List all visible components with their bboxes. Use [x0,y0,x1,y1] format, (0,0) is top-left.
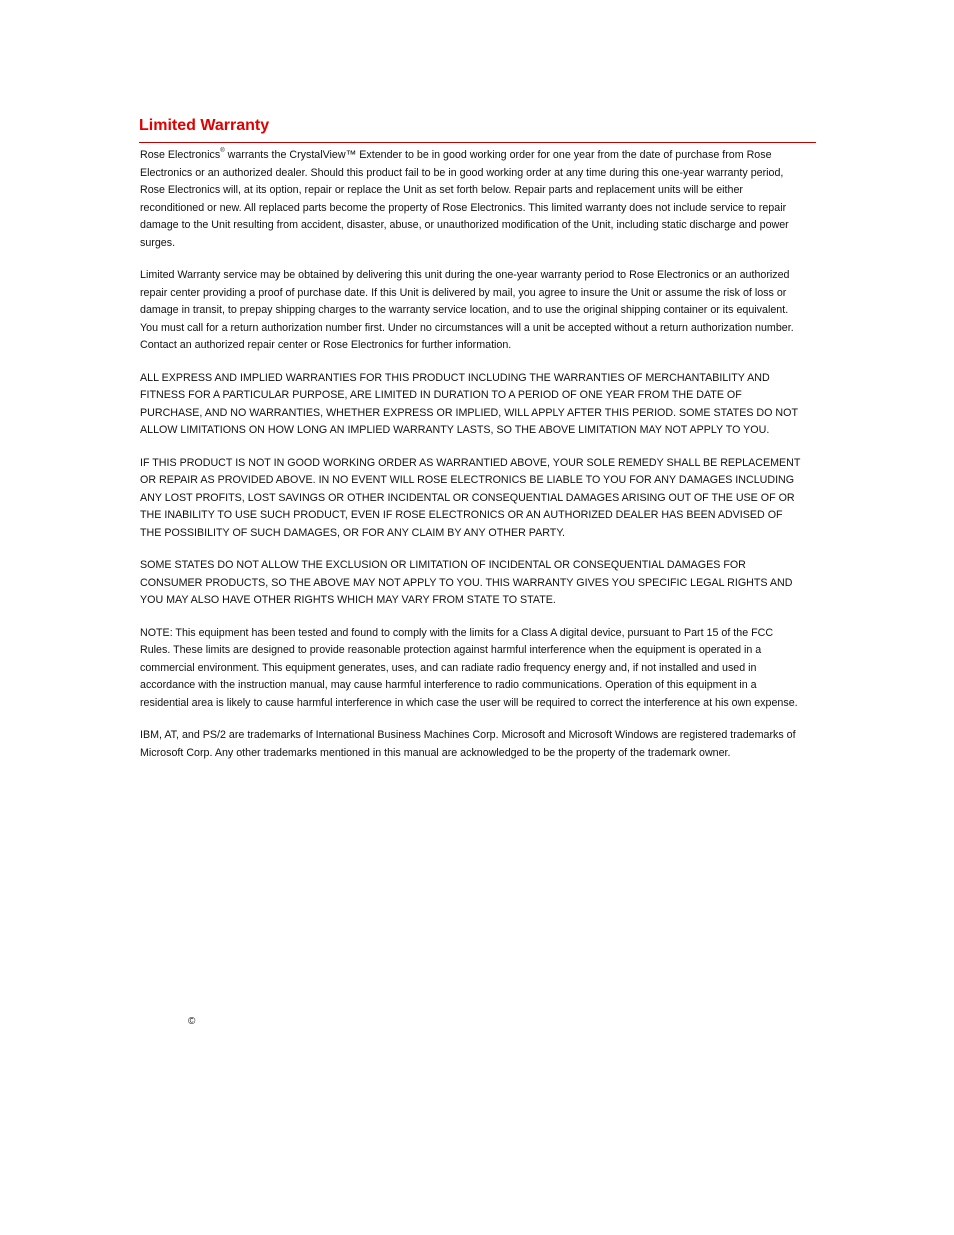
fcc-note-paragraph: NOTE: This equipment has been tested and found to comply with the limits for a Class A digital device, pursuant to Part 15 of the FCC Rules. These limits are designed to provide reasonable protection against harmful interference when the equipment is operated in a commercial environment. This equipment generates, uses, and can radiate radio frequency energy and, if not installed and used in accordance with the instruction manual, may cause harmful interference to radio communications. Operation of this equipment in a residential area is likely to cause harmful interference in which case the user will be required to correct the interference at his own expense. [140,626,798,709]
copyright-symbol: © [188,1016,196,1027]
warranty-body [140,147,806,777]
warranty-paragraph-5: SOME STATES DO NOT ALLOW THE EXCLUSION OR LIMITATION OF INCIDENTAL OR CONSEQUENTIAL DAMAGES FOR CONSUMER PRODUCTS, SO THE ABOVE MAY NOT APPLY TO YOU. THIS WARRANTY GIVES YOU SPECIFIC LEGAL RIGHTS AND YOU MAY ALSO HAVE OTHER RIGHTS WHICH MAY VARY FROM STATE TO STATE. [140,559,793,606]
registered-mark: ® [220,148,225,154]
warranty-paragraph-3: ALL EXPRESS AND IMPLIED WARRANTIES FOR THIS PRODUCT INCLUDING THE WARRANTIES OF MERCHANTABILITY AND FITNESS FOR A PARTICULAR PURPOSE, ARE LIMITED IN DURATION TO A PERIOD OF ONE YEAR FROM THE DATE OF PURCHASE, AND NO WARRANTIES, WHETHER EXPRESS OR IMPLIED, WILL APPLY AFTER THIS PERIOD. SOME STATES DO NOT ALLOW LIMITATIONS ON HOW LONG AN IMPLIED WARRANTY LASTS, SO THE ABOVE LIMITATION MAY NOT APPLY TO YOU. [140,371,798,436]
section-title: Limited Warranty [139,117,270,134]
warranty-paragraph-1-text: warrants the CrystalView™ Extender to be in good working order for one year from the date of purchase from Rose Electronics or an authorized dealer. Should this product fail to be in good working order at any time during this one-year warranty period, Rose Electronics will, at its option, repair or replace the Unit as set forth below. Repair parts and replacement units will be either reconditioned or new. All replaced parts become the property of Rose Electronics. This limited warranty does not include service to repair damage to the Unit resulting from accident, disaster, abuse, or unauthorized modification of the Unit, including static discharge and power surges. [140,149,789,249]
warranty-paragraph-1 [140,147,806,252]
trademarks-paragraph: IBM, AT, and PS/2 are trademarks of International Business Machines Corp. Microsoft and Microsoft Windows are registered trademarks of Microsoft Corp. Any other trademarks mentioned in this manual are acknowledged to be the property of the trademark owner. [140,729,796,759]
section-heading-block [139,114,816,143]
warranty-paragraph-4: IF THIS PRODUCT IS NOT IN GOOD WORKING ORDER AS WARRANTIED ABOVE, YOUR SOLE REMEDY SHALL BE REPLACEMENT OR REPAIR AS PROVIDED ABOVE. IN NO EVENT WILL ROSE ELECTRONICS BE LIABLE TO YOU FOR ANY DAMAGES INCLUDING ANY LOST PROFITS, LOST SAVINGS OR OTHER INCIDENTAL OR CONSEQUENTIAL DAMAGES ARISING OUT OF THE USE OF OR THE INABILITY TO USE SUCH PRODUCT, EVEN IF ROSE ELECTRONICS OR AN AUTHORIZED DEALER HAS BEEN ADVISED OF THE POSSIBILITY OF SUCH DAMAGES, OR FOR ANY CLAIM BY ANY OTHER PARTY. [140,456,801,539]
company-name: Rose Electronics [140,149,221,161]
warranty-paragraph-2: Limited Warranty service may be obtained by delivering this unit during the one-year warranty period to Rose Electronics or an authorized repair center providing a proof of purchase date. If this Unit is delivered by mail, you agree to insure the Unit or assume the risk of loss or damage in transit, to prepay shipping charges to the warranty service location, and to use the original shipping container or its equivalent. You must call for a return authorization number first. Under no circumstances will a unit be accepted without a return authorization number. Contact an authorized repair center or Rose Electronics for further information. [140,269,794,351]
